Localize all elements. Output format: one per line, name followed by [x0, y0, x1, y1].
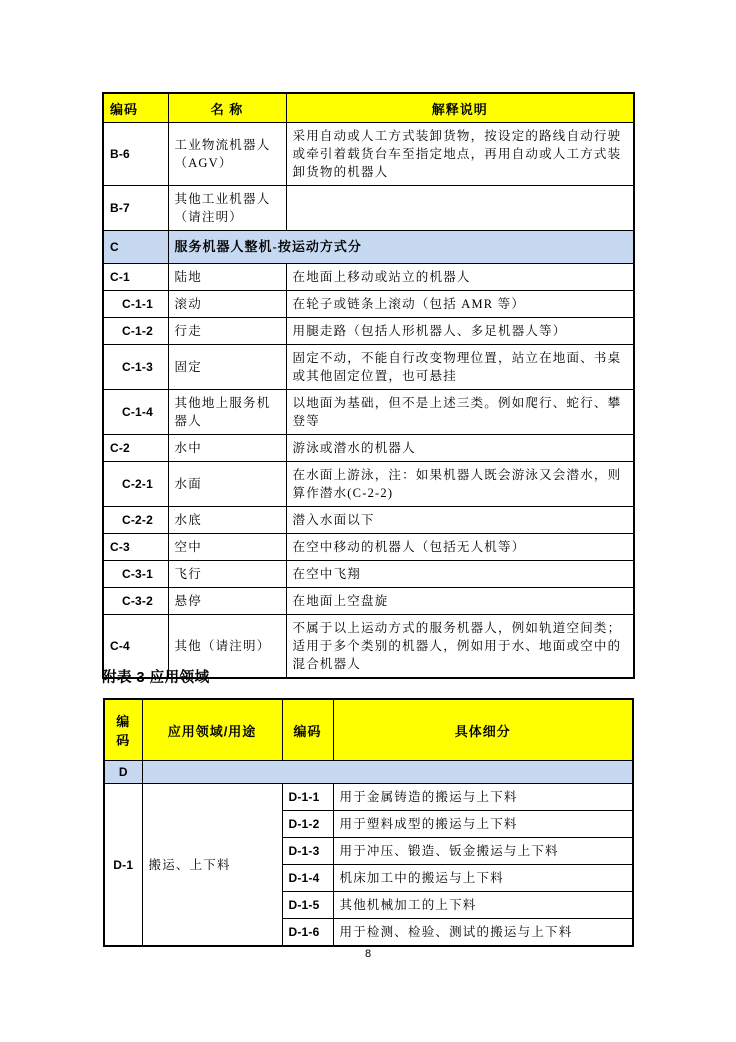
header-cell: 编码: [104, 699, 142, 761]
name-cell: 其他工业机器人（请注明）: [168, 186, 286, 231]
name-cell: 水底: [168, 507, 286, 534]
header-cell: 编码: [103, 93, 168, 123]
desc-cell: 不属于以上运动方式的服务机器人，例如轨道空间类；适用于多个类别的机器人，例如用于水、地面或空中的混合机器人: [286, 615, 634, 679]
page-number: 8: [364, 948, 372, 960]
section-row: [104, 761, 633, 784]
table-row: [103, 390, 634, 435]
table-row: [103, 318, 634, 345]
desc-cell: 机床加工中的搬运与上下料: [333, 865, 633, 892]
table-row: [104, 784, 633, 811]
code-cell: D-1-5: [282, 892, 333, 919]
desc-cell: [286, 186, 634, 231]
desc-cell: 游泳或潜水的机器人: [286, 435, 634, 462]
desc-cell: 在水面上游泳，注：如果机器人既会游泳又会潜水，则算作潜水(C-2-2): [286, 462, 634, 507]
name-cell: 水中: [168, 435, 286, 462]
name-cell: 水面: [168, 462, 286, 507]
table-row: [103, 462, 634, 507]
code-cell: C-2-1: [103, 462, 168, 507]
desc-cell: 用腿走路（包括人形机器人、多足机器人等）: [286, 318, 634, 345]
code-cell: C-1-4: [103, 390, 168, 435]
code-cell: C-3-1: [103, 561, 168, 588]
name-cell: 滚动: [168, 291, 286, 318]
desc-cell: 采用自动或人工方式装卸货物，按设定的路线自动行驶或牵引着载货台车至指定地点，再用自动或人工方式装卸货物的机器人: [286, 123, 634, 186]
header-cell: 编码: [282, 699, 333, 761]
header-cell: 具体细分: [333, 699, 633, 761]
code-cell: D: [104, 761, 142, 784]
application-domain-table: [103, 698, 634, 947]
desc-cell: 用于金属铸造的搬运与上下料: [333, 784, 633, 811]
header-row: [104, 699, 633, 761]
section-title-cell: 服务机器人整机-按运动方式分: [168, 231, 634, 264]
desc-cell: 其他机械加工的上下料: [333, 892, 633, 919]
appendix-table3-heading: 附表 3 应用领域: [102, 670, 210, 686]
desc-cell: 在空中移动的机器人（包括无人机等）: [286, 534, 634, 561]
code-cell: C-4: [103, 615, 168, 679]
name-cell: 固定: [168, 345, 286, 390]
code-cell: C-2-2: [103, 507, 168, 534]
code-cell: D-1-2: [282, 811, 333, 838]
section-empty-cell: [142, 761, 633, 784]
desc-cell: 以地面为基础，但不是上述三类。例如爬行、蛇行、攀登等: [286, 390, 634, 435]
name-cell: 行走: [168, 318, 286, 345]
code-cell: D-1-4: [282, 865, 333, 892]
desc-cell: 在空中飞翔: [286, 561, 634, 588]
name-cell: 其他（请注明）: [168, 615, 286, 679]
desc-cell: 用于检测、检验、测试的搬运与上下料: [333, 919, 633, 947]
code-cell: C-1-1: [103, 291, 168, 318]
table-row: [103, 123, 634, 186]
name-cell: 陆地: [168, 264, 286, 291]
desc-cell: 用于冲压、锻造、钣金搬运与上下料: [333, 838, 633, 865]
name-cell: 空中: [168, 534, 286, 561]
table-row: [103, 435, 634, 462]
name-cell: 其他地上服务机器人: [168, 390, 286, 435]
name-cell: 悬停: [168, 588, 286, 615]
code-cell: C: [103, 231, 168, 264]
code-cell: C-1-3: [103, 345, 168, 390]
code-cell: C-2: [103, 435, 168, 462]
code-cell: B-6: [103, 123, 168, 186]
table-row: [103, 264, 634, 291]
desc-cell: 用于塑料成型的搬运与上下料: [333, 811, 633, 838]
table-row: [103, 588, 634, 615]
code-cell: D-1-3: [282, 838, 333, 865]
code-cell: D-1-6: [282, 919, 333, 947]
header-row: [103, 93, 634, 123]
desc-cell: 在地面上空盘旋: [286, 588, 634, 615]
code-cell: C-1: [103, 264, 168, 291]
table-row: [103, 345, 634, 390]
code-cell: B-7: [103, 186, 168, 231]
header-cell: 名 称: [168, 93, 286, 123]
robot-classification-table: [102, 92, 635, 679]
code-cell: C-1-2: [103, 318, 168, 345]
table-row: [103, 561, 634, 588]
section-row: [103, 231, 634, 264]
desc-cell: 潜入水面以下: [286, 507, 634, 534]
desc-cell: 在轮子或链条上滚动（包括 AMR 等）: [286, 291, 634, 318]
desc-cell: 在地面上移动或站立的机器人: [286, 264, 634, 291]
table-row: [103, 291, 634, 318]
desc-cell: 固定不动，不能自行改变物理位置，站立在地面、书桌或其他固定位置，也可悬挂: [286, 345, 634, 390]
code-cell: C-3: [103, 534, 168, 561]
table-row: [103, 507, 634, 534]
table-row: [103, 534, 634, 561]
name-cell: 工业物流机器人（AGV）: [168, 123, 286, 186]
code-cell: D-1-1: [282, 784, 333, 811]
header-cell: 应用领域/用途: [142, 699, 282, 761]
code-cell: C-3-2: [103, 588, 168, 615]
header-cell: 解释说明: [286, 93, 634, 123]
table-row: [103, 186, 634, 231]
group-name-cell: 搬运、上下料: [142, 784, 282, 947]
group-code-cell: D-1: [104, 784, 142, 947]
name-cell: 飞行: [168, 561, 286, 588]
